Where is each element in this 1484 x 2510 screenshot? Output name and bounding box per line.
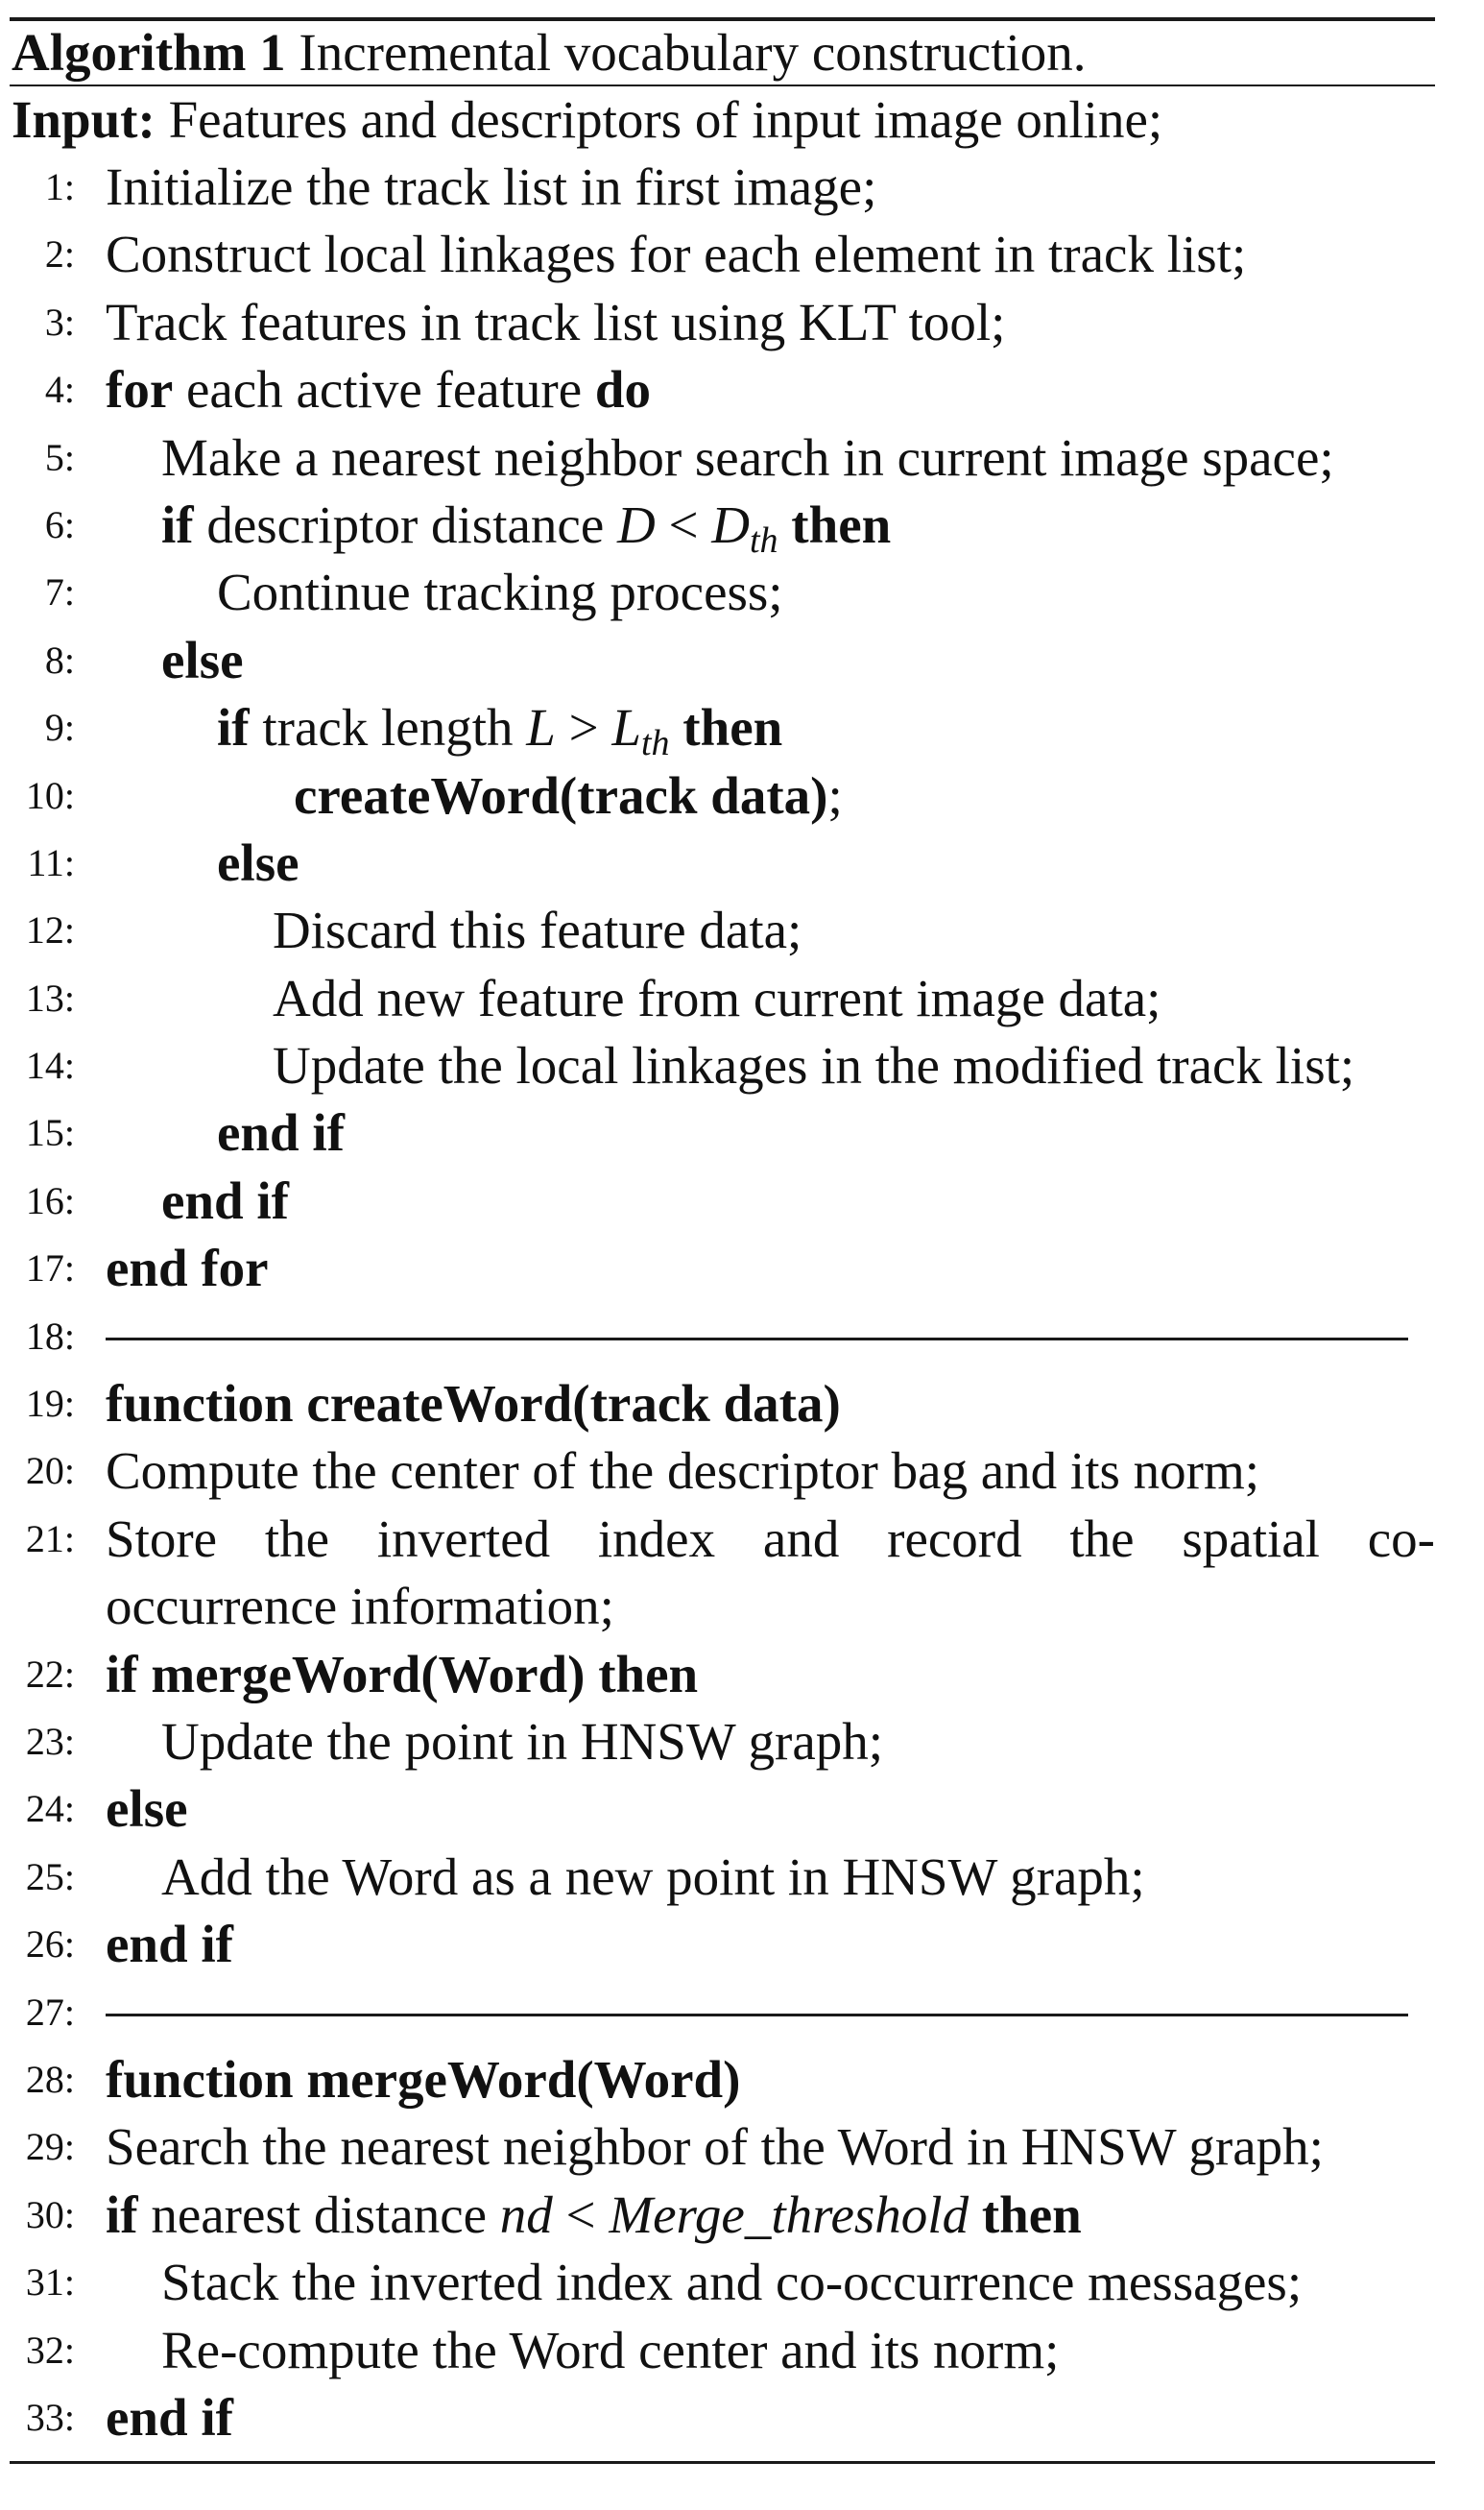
line-text: Add the Word as a new point in HNSW graph; — [161, 1846, 1145, 1906]
line-content — [161, 627, 1435, 694]
bottom-rule — [10, 2461, 1435, 2464]
line-content — [161, 1844, 1435, 1911]
line-text: Discard this feature data; — [273, 901, 802, 960]
algorithm-line — [10, 154, 1435, 221]
keyword: end for — [106, 1239, 269, 1298]
line-number: 25: — [25, 1854, 75, 1898]
algorithm-line — [10, 830, 1435, 897]
line-word: spatial — [1182, 1508, 1320, 1568]
line-content — [217, 830, 1435, 897]
algorithm-line — [10, 1235, 1435, 1302]
line-number: 15: — [25, 1111, 75, 1155]
line-content — [106, 1235, 1435, 1302]
algorithm-caption — [10, 21, 1435, 84]
line-content — [273, 965, 1435, 1032]
algorithm-line — [10, 1979, 1435, 2046]
algorithm-line — [10, 2317, 1435, 2384]
line-number: 11: — [27, 840, 75, 884]
algorithm-label: Algorithm 1 — [12, 23, 286, 82]
line-number: 3: — [44, 300, 75, 344]
algorithm-line — [10, 424, 1435, 492]
line-number: 9: — [44, 706, 75, 750]
keyword: else — [217, 833, 299, 892]
line-word: co- — [1367, 1508, 1435, 1568]
line-text: Stack the inverted index and co-occurrence messages; — [161, 2253, 1303, 2312]
line-content — [106, 2182, 1435, 2249]
line-content — [106, 1911, 1435, 1978]
line-content — [106, 1370, 1435, 1437]
line-text: Make a nearest neighbor search in current image space; — [161, 427, 1334, 487]
line-text: Re-compute the Word center and its norm; — [161, 2320, 1060, 2379]
line-content — [106, 1641, 1435, 1708]
line-number: 13: — [25, 976, 75, 1020]
line-content — [106, 2384, 1435, 2451]
algorithm-line — [10, 492, 1435, 559]
algorithm-line-continuation — [10, 1573, 1435, 1640]
line-text: nearest distance — [151, 2184, 488, 2244]
algorithm-line — [10, 1708, 1435, 1775]
algorithm-line — [10, 289, 1435, 356]
input-line — [10, 86, 1435, 154]
line-number: 1: — [44, 165, 75, 208]
line-number: 21: — [25, 1516, 75, 1560]
line-number: 27: — [25, 1990, 75, 2034]
line-number: 7: — [44, 570, 75, 615]
line-number: 26: — [25, 1922, 75, 1967]
keyword: else — [161, 630, 244, 689]
line-content — [294, 762, 1435, 830]
line-content — [106, 154, 1435, 221]
algorithm-line — [10, 2384, 1435, 2451]
keyword: if — [106, 2184, 138, 2244]
input-text: Features and descriptors of input image online; — [168, 90, 1163, 149]
keyword: end if — [106, 2387, 233, 2447]
line-content — [106, 2046, 1435, 2113]
input-label: Input: — [12, 90, 156, 149]
line-text: Construct local linkages for each element in track list; — [106, 225, 1247, 284]
algorithm-title: Incremental vocabulary construction. — [299, 23, 1087, 82]
line-content — [217, 559, 1435, 626]
line-content — [161, 1168, 1435, 1235]
algorithm-lines — [10, 154, 1435, 2451]
math-subscript: th — [640, 723, 670, 764]
algorithm-line — [10, 965, 1435, 1032]
line-number: 22: — [25, 1652, 75, 1696]
algorithm-line — [10, 1506, 1435, 1573]
keyword: end if — [161, 1171, 289, 1230]
line-number: 10: — [25, 773, 75, 817]
line-text: Continue tracking process; — [217, 563, 783, 622]
algorithm-line — [10, 559, 1435, 626]
math-variable: L — [611, 698, 641, 758]
line-content — [106, 1775, 1435, 1843]
line-number: 30: — [25, 2192, 75, 2236]
line-text: descriptor distance — [206, 495, 605, 554]
algorithm-line — [10, 1641, 1435, 1708]
algorithm-line — [10, 1168, 1435, 1235]
line-text: Track features in track list using KLT tool; — [106, 292, 1006, 351]
keyword: createWord(track data) — [294, 765, 828, 825]
line-number: 2: — [44, 232, 75, 277]
algorithm-line — [10, 2182, 1435, 2249]
line-number: 14: — [25, 1044, 75, 1088]
algorithm-line — [10, 897, 1435, 964]
line-text: Search the nearest neighbor of the Word in HNSW graph; — [106, 2117, 1324, 2177]
line-content — [161, 1708, 1435, 1775]
line-text: Compute the center of the descriptor bag and its norm; — [106, 1441, 1260, 1501]
keyword: then — [791, 495, 892, 554]
keyword: end if — [217, 1103, 345, 1163]
keyword: if — [217, 698, 250, 758]
line-number: 28: — [25, 2057, 75, 2101]
line-content — [106, 221, 1435, 288]
keyword: for — [106, 360, 174, 420]
separator-rule — [106, 2014, 1408, 2016]
keyword: do — [594, 360, 652, 420]
line-number: 24: — [25, 1787, 75, 1831]
algorithm-line — [10, 1775, 1435, 1843]
math-operator: < — [565, 2184, 596, 2244]
algorithm-line — [10, 2113, 1435, 2181]
algorithm-block — [10, 17, 1435, 2464]
line-number: 4: — [44, 368, 75, 412]
keyword: if mergeWord(Word) then — [106, 1644, 699, 1703]
line-content — [161, 2249, 1435, 2316]
algorithm-line — [10, 694, 1435, 764]
algorithm-line — [10, 221, 1435, 288]
line-text: Update the point in HNSW graph; — [161, 1711, 884, 1771]
math-operator: > — [568, 698, 599, 758]
line-text: ; — [827, 765, 843, 825]
algorithm-line — [10, 1370, 1435, 1437]
line-content — [106, 1437, 1435, 1505]
line-word: inverted — [376, 1508, 551, 1568]
line-word: the — [264, 1508, 330, 1568]
line-word: index — [597, 1508, 716, 1568]
algorithm-line — [10, 1844, 1435, 1911]
line-content — [217, 1099, 1435, 1167]
keyword: if — [161, 495, 194, 554]
line-text: Add new feature from current image data; — [273, 968, 1161, 1027]
line-number: 19: — [25, 1382, 75, 1426]
algorithm-line — [10, 627, 1435, 694]
math-variable: nd — [499, 2184, 553, 2244]
keyword: then — [682, 698, 783, 758]
math-variable: D — [616, 495, 656, 554]
line-text: Initialize the track list in first image; — [106, 157, 877, 216]
algorithm-line — [10, 1437, 1435, 1505]
algorithm-line — [10, 2249, 1435, 2316]
line-content — [106, 1506, 1435, 1573]
line-word: Store — [106, 1508, 218, 1568]
line-number: 16: — [25, 1178, 75, 1222]
math-variable: Merge_threshold — [609, 2184, 969, 2244]
line-number: 5: — [44, 435, 75, 479]
line-content — [106, 2113, 1435, 2181]
line-content — [106, 356, 1435, 423]
line-text: Update the local linkages in the modified track list; — [273, 1036, 1355, 1096]
line-content: occurrence information; — [106, 1577, 614, 1636]
line-content — [161, 424, 1435, 492]
keyword: function createWord(track data) — [106, 1374, 841, 1434]
line-number: 8: — [44, 638, 75, 682]
algorithm-line — [10, 1032, 1435, 1099]
line-number: 20: — [25, 1449, 75, 1493]
line-word: and — [762, 1508, 840, 1568]
line-word: the — [1069, 1508, 1135, 1568]
line-text: track length — [262, 698, 514, 758]
line-content — [161, 2317, 1435, 2384]
keyword: then — [981, 2184, 1082, 2244]
algorithm-line — [10, 1099, 1435, 1167]
math-operator: < — [668, 495, 699, 554]
line-number: 18: — [25, 1314, 75, 1358]
line-content — [273, 1032, 1435, 1099]
math-subscript: th — [749, 519, 778, 561]
line-content — [106, 289, 1435, 356]
line-content — [273, 897, 1435, 964]
line-number: 17: — [25, 1246, 75, 1291]
line-number: 33: — [25, 2395, 75, 2439]
algorithm-line — [10, 2046, 1435, 2113]
algorithm-line — [10, 1303, 1435, 1370]
separator-rule — [106, 1338, 1408, 1340]
line-number: 6: — [44, 502, 75, 546]
algorithm-line — [10, 762, 1435, 830]
keyword: end if — [106, 1915, 233, 1974]
keyword: function mergeWord(Word) — [106, 2049, 741, 2109]
line-number: 29: — [25, 2125, 75, 2169]
line-word: record — [887, 1508, 1022, 1568]
line-number: 32: — [25, 2328, 75, 2372]
algorithm-line — [10, 356, 1435, 423]
math-variable: D — [711, 495, 750, 554]
math-variable: L — [526, 698, 556, 758]
line-number: 12: — [25, 908, 75, 953]
keyword: else — [106, 1779, 188, 1839]
line-number: 23: — [25, 1719, 75, 1763]
line-text: each active feature — [185, 360, 583, 420]
line-number: 31: — [25, 2260, 75, 2305]
algorithm-line — [10, 1911, 1435, 1978]
